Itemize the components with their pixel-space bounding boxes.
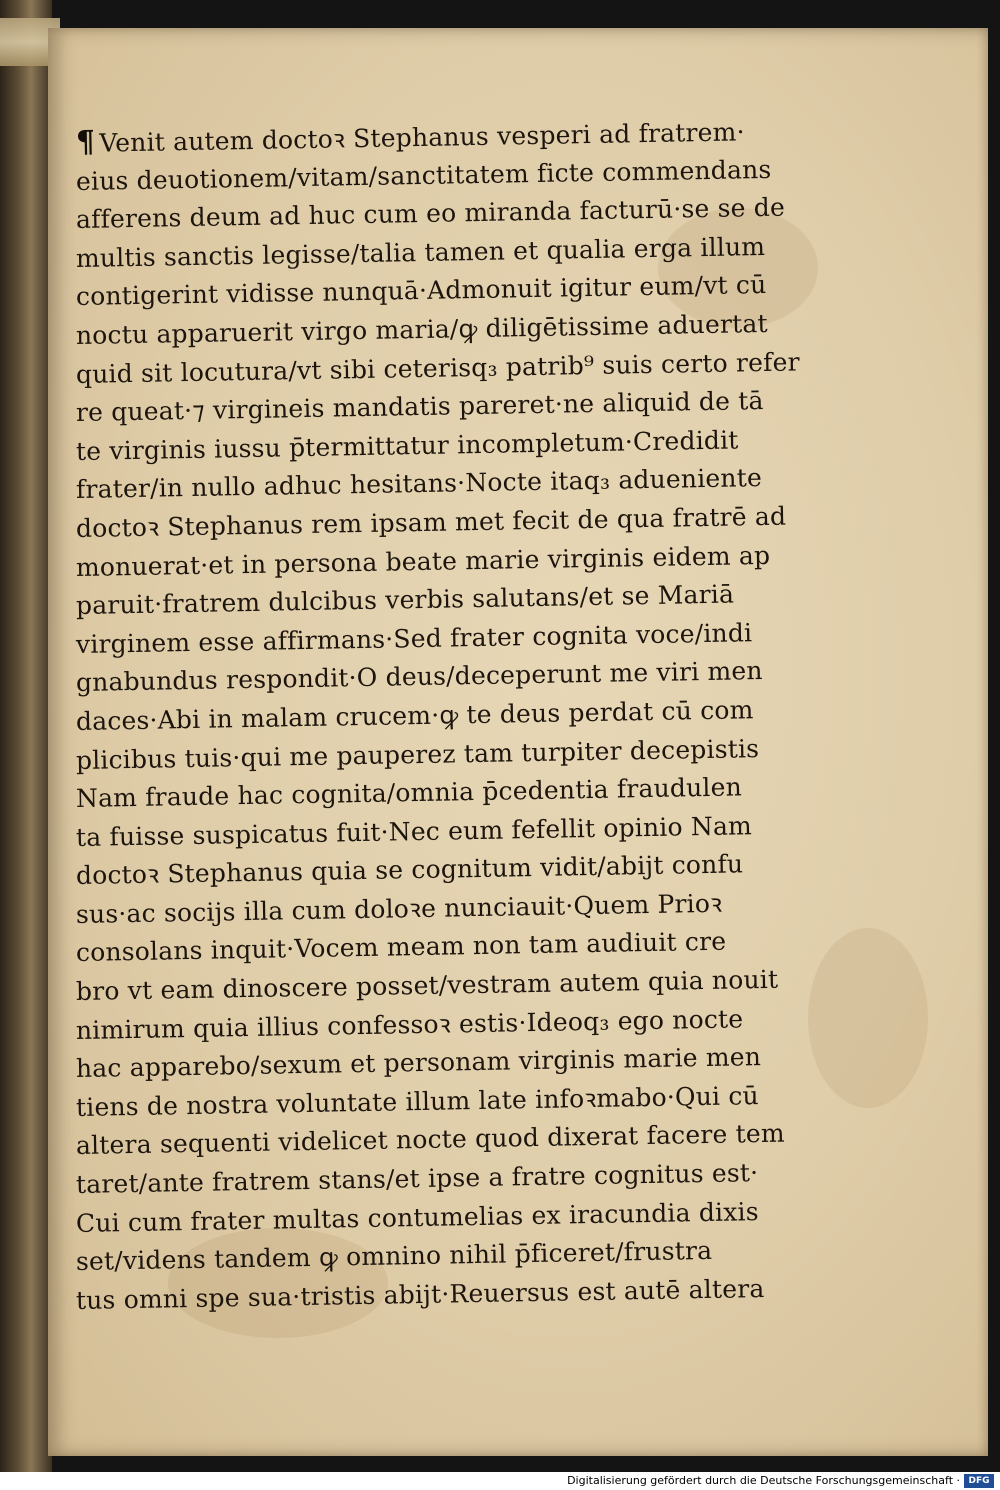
line-text: te virginis iussu p̄termittatur incompletum·Credidit — [75, 425, 739, 466]
funding-credit: Digitalisierung gefördert durch die Deutsche Forschungsgemeinschaft · — [567, 1474, 960, 1487]
pilcrow-mark: ¶ — [75, 124, 96, 160]
line-text: contigerint vidisse nunquā·Admonuit igitur eum/vt cū — [75, 270, 767, 312]
line-text: gnabundus respondit·O deus/deceperunt me viri men — [75, 656, 763, 698]
line-text: afferens deum ad huc cum eo miranda facturū·se se de — [75, 192, 786, 235]
line-text: bro vt eam dinoscere posset/vestram autem quia nouit — [75, 964, 779, 1007]
line-text: Venit autem doctoꝛ Stephanus vesperi ad fratrem· — [99, 117, 745, 158]
line-text: noctu apparuerit virgo maria/ꝙ diligētissime aduertat — [75, 308, 768, 350]
line-text: eius deuotionem/vitam/sanctitatem ficte commendans — [75, 154, 772, 196]
line-text: quid sit locutura/vt sibi ceterisq₃ patrib⁹ suis certo refer — [75, 346, 800, 389]
book-page — [48, 28, 988, 1456]
dfg-logo: DFG — [964, 1474, 994, 1488]
line-text: ta fuisse suspicatus fuit·Nec eum fefellit opinio Nam — [75, 810, 753, 852]
page-text-block — [75, 117, 876, 1320]
line-text: re queat·⁊ virgineis mandatis pareret·ne aliquid de tā — [75, 386, 764, 428]
line-text: Cui cum frater multas contumelias ex iracundia dixis — [75, 1196, 759, 1238]
line-text: altera sequenti videlicet nocte quod dixerat facere tem — [75, 1119, 785, 1161]
line-text: taret/ante fratrem stans/et ipse a fratre cognitus est· — [75, 1158, 759, 1200]
line-text: doctoꝛ Stephanus rem ipsam met fecit de qua fratrē ad — [75, 501, 787, 543]
line-text: Nam fraude hac cognita/omnia p̄cedentia fraudulen — [75, 772, 743, 814]
line-text: tiens de nostra voluntate illum late infoꝛmabo·Qui cū — [75, 1080, 760, 1122]
line-text: hac apparebo/sexum et personam virginis marie men — [75, 1042, 762, 1084]
line-text: plicibus tuis·qui me pauperez tam turpiter decepistis — [75, 733, 760, 775]
line-text: doctoꝛ Stephanus quia se cognitum vidit/abijt confu — [75, 849, 744, 891]
line-text: set/videns tandem ꝙ omnino nihil p̄ficeret/frustra — [75, 1236, 713, 1277]
line-text: tus omni spe sua·tristis abijt·Reuersus est autē altera — [75, 1273, 765, 1315]
book-spine — [0, 0, 52, 1472]
line-text: consolans inquit·Vocem meam non tam audiuit cre — [75, 927, 727, 968]
line-text: sus·ac socijs illa cum doloꝛe nunciauit·Quem Prioꝛ — [75, 888, 723, 929]
line-text: virginem esse affirmans·Sed frater cognita voce/indi — [75, 617, 753, 659]
line-text: monuerat·et in persona beate marie virginis eidem ap — [75, 540, 771, 582]
line-text: daces·Abi in malam crucem·ꝙ te deus perdat cū com — [75, 695, 754, 736]
line-text: paruit·fratrem dulcibus verbis salutans/et se Mariā — [75, 579, 735, 621]
line-text: frater/in nullo adhuc hesitans·Nocte itaq₃ adueniente — [75, 463, 763, 505]
line-text: multis sanctis legisse/talia tamen et qualia erga illum — [75, 231, 766, 273]
line-text: nimirum quia illius confessoꝛ estis·Ideoq₃ ego nocte — [75, 1004, 744, 1045]
